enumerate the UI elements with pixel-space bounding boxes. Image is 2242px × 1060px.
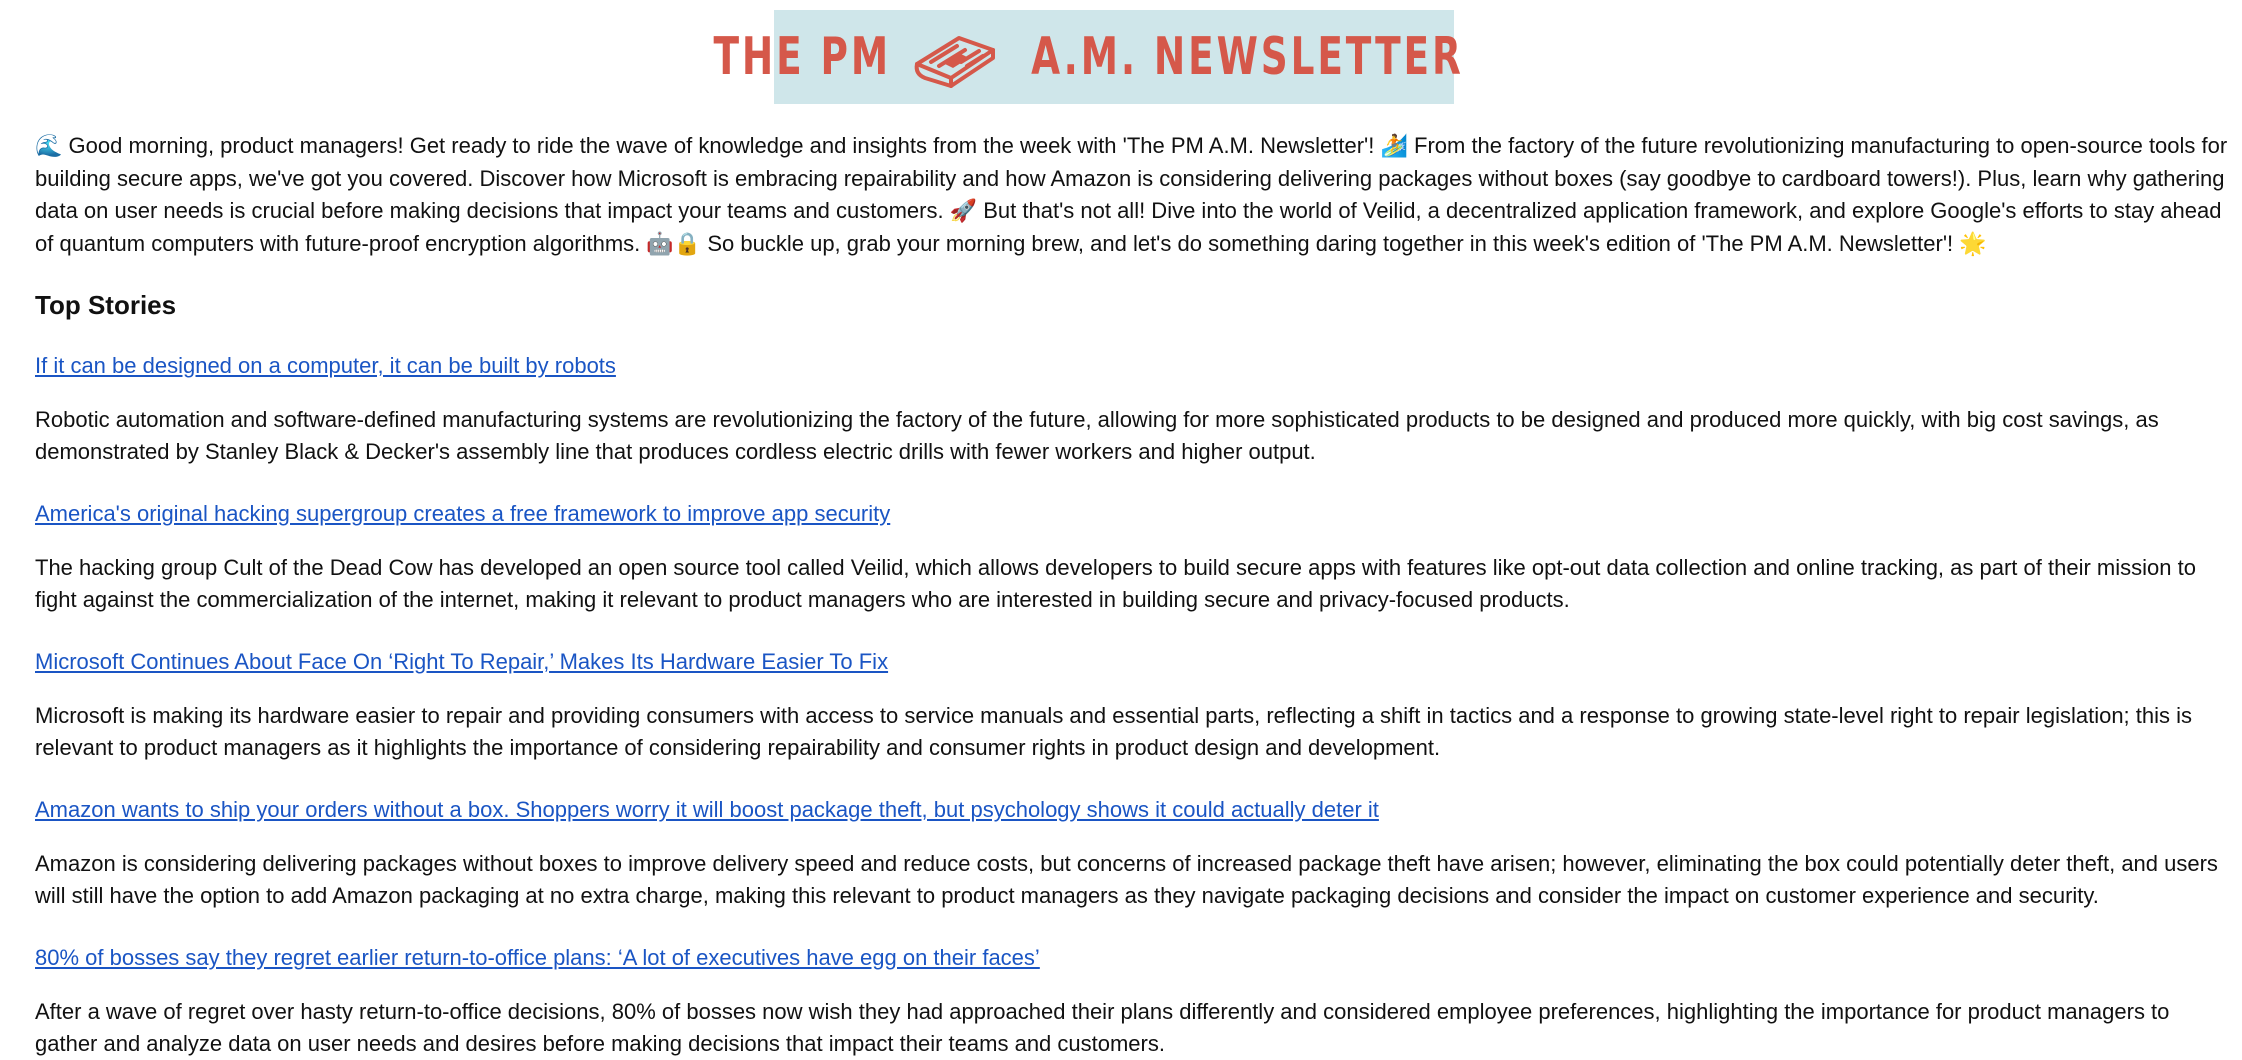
rocket-emoji-icon: 🚀 bbox=[949, 199, 978, 224]
story-link-4[interactable]: Amazon wants to ship your orders without a box. Shoppers worry it will boost package theft, but psychology shows it could actually deter it bbox=[35, 797, 1379, 822]
robot-emoji-icon: 🤖 bbox=[646, 232, 674, 257]
story-summary-1: Robotic automation and software-defined manufacturing systems are revolutionizing the factory of the future, allowing for more sophisticated products to be designed and produced more quickly, with big cost savings, as demonstrated by Stanley Black & Decker's assembly line that produces cordless electric drills with fewer workers and higher output. bbox=[35, 407, 2159, 464]
intro-text-3: But that's not all! Dive into the world of Veilid, a decentralized application framework, and explore Google's efforts to stay ahead of quantum computers with future-proof encryption algorithms. bbox=[35, 198, 2222, 256]
story-summary-5: After a wave of regret over hasty return-to-office decisions, 80% of bosses now wish they had approached their plans differently and considered employee preferences, highlighting the importance for product managers to gather and analyze data on user needs and desires before making decisions that impact their teams and customers. bbox=[35, 999, 2170, 1056]
wave-emoji-icon: 🌊 bbox=[35, 134, 63, 159]
story-link-2[interactable]: America's original hacking supergroup creates a free framework to improve app security bbox=[35, 501, 891, 526]
story-link-3[interactable]: Microsoft Continues About Face On ‘Right To Repair,’ Makes Its Hardware Easier To Fix bbox=[35, 649, 889, 674]
banner-container bbox=[35, 0, 2230, 104]
story-link-1[interactable]: If it can be designed on a computer, it can be built by robots bbox=[35, 353, 616, 378]
story-summary-4: Amazon is considering delivering packages without boxes to improve delivery speed and reduce costs, but concerns of increased package theft have arisen; however, eliminating the box could potentially deter theft, and users will still have the option to add Amazon packaging at no extra charge, making this relevant to product managers as they navigate packaging decisions and consider the impact on customer experience and security. bbox=[35, 851, 2218, 908]
section-title-top-stories: Top Stories bbox=[35, 290, 177, 320]
surfer-emoji-icon: 🏄 bbox=[1380, 134, 1408, 159]
intro-text-4: So buckle up, grab your morning brew, and let's do something daring together in this week's edition of 'The PM A.M. Newsletter'! bbox=[707, 231, 1954, 256]
intro-text-2: From the factory of the future revolutionizing manufacturing to open-source tools for building secure apps, we've got you covered. Discover how Microsoft is embracing repairability and how Amazon is considering delivering packages without boxes (say goodbye to cardboard towers!). Plus, learn why gathering data on user needs is crucial before making decisions that impact your teams and customers. bbox=[35, 133, 2228, 223]
intro-paragraph bbox=[35, 130, 2230, 261]
banner-title-left: THE PM bbox=[713, 27, 891, 87]
star-emoji-icon: 🌟 bbox=[1959, 232, 1987, 257]
lock-emoji-icon: 🔒 bbox=[673, 232, 702, 257]
newsletter-banner bbox=[713, 10, 1465, 104]
story-summary-2: The hacking group Cult of the Dead Cow has developed an open source tool called Veilid, which allows developers to build secure apps with features like opt-out data collection and online tracking, as part of their mission to fight against the commercialization of the internet, making it relevant to product managers who are interested in building secure and privacy-focused products. bbox=[35, 555, 2196, 612]
banner-title-right: A.M. NEWSLETTER bbox=[1031, 27, 1465, 87]
newspaper-icon bbox=[911, 24, 999, 90]
intro-text-1: Good morning, product managers! Get ready to ride the wave of knowledge and insights from the week with 'The PM A.M. Newsletter'! bbox=[68, 133, 1375, 158]
story-summary-3: Microsoft is making its hardware easier to repair and providing consumers with access to service manuals and essential parts, reflecting a shift in tactics and a response to growing state-level right to repair legislation; this is relevant to product managers as it highlights the importance of considering repairability and consumer rights in product design and development. bbox=[35, 703, 2193, 760]
story-link-5[interactable]: 80% of bosses say they regret earlier return-to-office plans: ‘A lot of executives have egg on their faces’ bbox=[35, 945, 1040, 970]
